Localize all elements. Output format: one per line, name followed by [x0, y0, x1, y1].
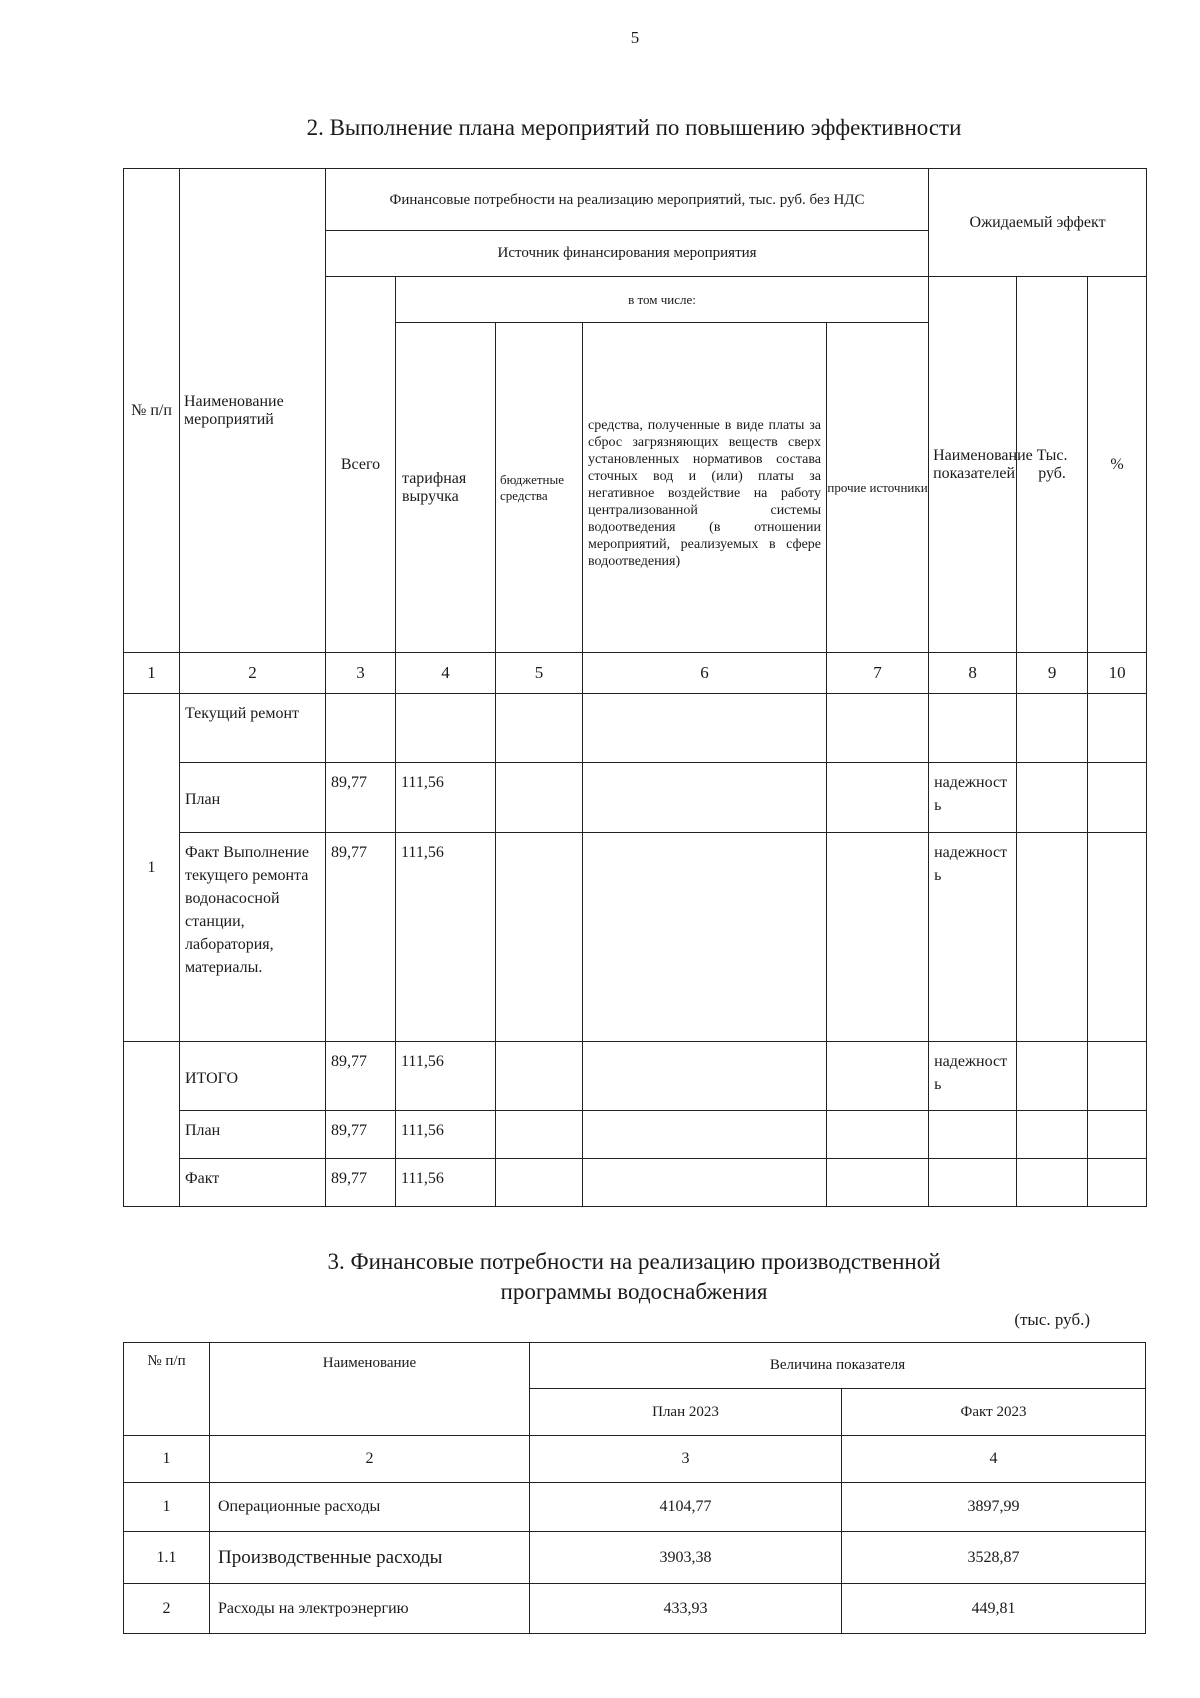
table-row — [124, 1532, 1146, 1584]
row-name: Факт Выполнение текущего ремонта водонасосной станции, лаборатория, материалы. — [180, 833, 326, 1042]
empty-cell — [1088, 1111, 1147, 1159]
empty-cell — [583, 694, 827, 763]
header-name: Наименование — [210, 1343, 530, 1436]
row-tariff: 111,56 — [396, 763, 496, 833]
empty-cell — [583, 763, 827, 833]
section-3-title-line2: программы водоснабжения — [500, 1279, 768, 1304]
row-name: Производственные расходы — [210, 1532, 530, 1584]
efficiency-plan-table — [123, 168, 1147, 1207]
empty-cell — [1088, 1159, 1147, 1207]
table-row — [124, 763, 1147, 833]
empty-cell — [827, 1111, 929, 1159]
row-total: 89,77 — [326, 763, 396, 833]
row-name: План — [180, 763, 326, 833]
table-row — [124, 1042, 1147, 1111]
empty-cell — [827, 833, 929, 1042]
section-2-title: 2. Выполнение плана мероприятий по повышению эффективности — [306, 115, 962, 140]
empty-cell — [827, 1159, 929, 1207]
empty-cell — [827, 1042, 929, 1111]
row-fact: 449,81 — [842, 1584, 1146, 1634]
row-num — [124, 1042, 180, 1207]
empty-cell — [1088, 763, 1147, 833]
empty-cell — [496, 833, 583, 1042]
col-number: 7 — [827, 653, 929, 694]
header-name: Наименование мероприятий — [180, 169, 326, 653]
row-num: 2 — [124, 1584, 210, 1634]
table-row — [124, 1483, 1146, 1532]
row-name: Факт — [180, 1159, 326, 1207]
empty-cell — [1088, 833, 1147, 1042]
header-funding-source: Источник финансирования мероприятия — [326, 231, 929, 277]
header-num: № п/п — [124, 169, 180, 653]
row-plan: 3903,38 — [530, 1532, 842, 1584]
empty-cell — [496, 1159, 583, 1207]
empty-cell — [496, 694, 583, 763]
empty-cell — [1017, 1111, 1088, 1159]
row-total — [326, 694, 396, 763]
header-value: Величина показателя — [530, 1343, 1146, 1389]
section-3-title-line1: 3. Финансовые потребности на реализацию производственной — [327, 1249, 941, 1274]
row-num: 1 — [124, 694, 180, 1042]
row-name: Операционные расходы — [210, 1483, 530, 1532]
table-row — [124, 833, 1147, 1042]
empty-cell — [827, 694, 929, 763]
empty-cell — [583, 833, 827, 1042]
row-effect — [929, 694, 1017, 763]
empty-cell — [583, 1042, 827, 1111]
row-num: 1.1 — [124, 1532, 210, 1584]
empty-cell — [496, 1042, 583, 1111]
row-name: Текущий ремонт — [180, 694, 326, 763]
row-fact: 3528,87 — [842, 1532, 1146, 1584]
row-tariff: 111,56 — [396, 1042, 496, 1111]
row-total: 89,77 — [326, 1042, 396, 1111]
header-indicator-name: Наименование показателей — [929, 277, 1017, 653]
col-number: 2 — [180, 653, 326, 694]
col-number: 4 — [842, 1436, 1146, 1483]
table-row — [124, 694, 1147, 763]
empty-cell — [583, 1159, 827, 1207]
row-total: 89,77 — [326, 1111, 396, 1159]
row-effect — [929, 1111, 1017, 1159]
header-thousand-rub: Тыс. руб. — [1017, 277, 1088, 653]
row-effect — [929, 1159, 1017, 1207]
row-tariff: 111,56 — [396, 833, 496, 1042]
col-number: 5 — [496, 653, 583, 694]
header-pollution-fees: средства, полученные в виде платы за сброс загрязняющих веществ сверх установленных нормативов состава сточных вод и (или) платы за негативное воздействие на работу централизованной системы водоотведения (в отношении мероприятий, реализуемых в сфере водоотведения) — [583, 323, 827, 653]
empty-cell — [583, 1111, 827, 1159]
section-3-title — [0, 1247, 1200, 1307]
row-fact: 3897,99 — [842, 1483, 1146, 1532]
header-including: в том числе: — [396, 277, 929, 323]
col-number: 2 — [210, 1436, 530, 1483]
table-row — [124, 1584, 1146, 1634]
col-number: 8 — [929, 653, 1017, 694]
col-number: 9 — [1017, 653, 1088, 694]
row-num: 1 — [124, 1483, 210, 1532]
header-financial-needs: Финансовые потребности на реализацию мероприятий, тыс. руб. без НДС — [326, 169, 929, 231]
row-plan: 4104,77 — [530, 1483, 842, 1532]
col-number: 1 — [124, 653, 180, 694]
page-number: 5 — [630, 28, 640, 47]
header-tariff-revenue: тарифная выручка — [396, 323, 496, 653]
table-row — [124, 1159, 1147, 1207]
header-total: Всего — [326, 277, 396, 653]
header-num: № п/п — [124, 1343, 210, 1436]
row-total: 89,77 — [326, 1159, 396, 1207]
row-effect: надежность — [929, 763, 1017, 833]
empty-cell — [496, 1111, 583, 1159]
empty-cell — [1017, 833, 1088, 1042]
unit-note: (тыс. руб.) — [1014, 1310, 1090, 1329]
table-row — [124, 1111, 1147, 1159]
empty-cell — [1017, 763, 1088, 833]
row-tariff: 111,56 — [396, 1159, 496, 1207]
column-number-row — [124, 653, 1147, 694]
empty-cell — [496, 763, 583, 833]
header-expected-effect: Ожидаемый эффект — [929, 169, 1147, 277]
col-number: 1 — [124, 1436, 210, 1483]
column-number-row — [124, 1436, 1146, 1483]
row-effect: надежность — [929, 833, 1017, 1042]
row-name: Расходы на электроэнергию — [210, 1584, 530, 1634]
empty-cell — [1088, 694, 1147, 763]
header-budget-funds: бюджетные средства — [496, 323, 583, 653]
header-fact: Факт 2023 — [842, 1389, 1146, 1436]
col-number: 3 — [326, 653, 396, 694]
header-other-sources: прочие источники — [827, 323, 929, 653]
col-number: 6 — [583, 653, 827, 694]
empty-cell — [1017, 1042, 1088, 1111]
empty-cell — [1017, 694, 1088, 763]
row-plan: 433,93 — [530, 1584, 842, 1634]
row-effect: надежность — [929, 1042, 1017, 1111]
col-number: 3 — [530, 1436, 842, 1483]
row-tariff — [396, 694, 496, 763]
row-name: ИТОГО — [180, 1042, 326, 1111]
financial-needs-table — [123, 1342, 1146, 1634]
col-number: 4 — [396, 653, 496, 694]
row-tariff: 111,56 — [396, 1111, 496, 1159]
header-plan: План 2023 — [530, 1389, 842, 1436]
row-total: 89,77 — [326, 833, 396, 1042]
empty-cell — [827, 763, 929, 833]
empty-cell — [1088, 1042, 1147, 1111]
empty-cell — [1017, 1159, 1088, 1207]
header-percent: % — [1088, 277, 1147, 653]
row-name: План — [180, 1111, 326, 1159]
col-number: 10 — [1088, 653, 1147, 694]
